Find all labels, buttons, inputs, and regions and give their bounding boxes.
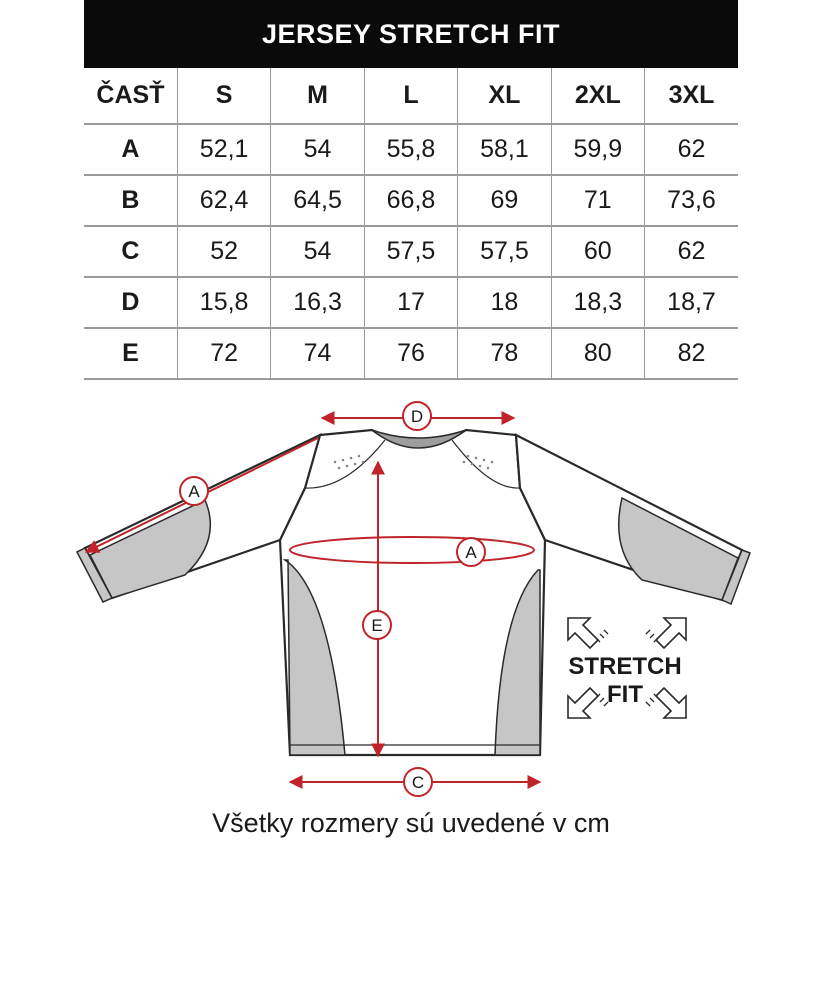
label-c bbox=[404, 768, 432, 796]
size-table bbox=[84, 68, 738, 380]
table-cell: 78 bbox=[458, 328, 551, 379]
row-part-label: C bbox=[84, 226, 177, 277]
right-sleeve bbox=[516, 435, 750, 604]
table-cell: 58,1 bbox=[458, 124, 551, 175]
svg-text:A: A bbox=[465, 543, 477, 562]
svg-text:E: E bbox=[371, 616, 383, 635]
table-title: JERSEY STRETCH FIT bbox=[84, 0, 738, 68]
table-cell: 17 bbox=[364, 277, 457, 328]
table-cell: 52 bbox=[177, 226, 270, 277]
table-cell: 60 bbox=[551, 226, 644, 277]
table-cell: 71 bbox=[551, 175, 644, 226]
table-cell: 76 bbox=[364, 328, 457, 379]
table-cell: 82 bbox=[645, 328, 738, 379]
table-cell: 80 bbox=[551, 328, 644, 379]
row-part-label: A bbox=[84, 124, 177, 175]
table-cell: 57,5 bbox=[364, 226, 457, 277]
stretch-fit-badge bbox=[568, 618, 686, 718]
table-cell: 15,8 bbox=[177, 277, 270, 328]
column-header: M bbox=[271, 68, 364, 124]
table-cell: 57,5 bbox=[458, 226, 551, 277]
label-a-chest bbox=[457, 538, 485, 566]
table-row bbox=[84, 226, 738, 277]
column-header: S bbox=[177, 68, 270, 124]
label-e bbox=[363, 611, 391, 639]
row-part-label: B bbox=[84, 175, 177, 226]
column-header: 3XL bbox=[645, 68, 738, 124]
table-cell: 73,6 bbox=[645, 175, 738, 226]
table-cell: 62,4 bbox=[177, 175, 270, 226]
table-cell: 18,7 bbox=[645, 277, 738, 328]
table-cell: 16,3 bbox=[271, 277, 364, 328]
column-header: L bbox=[364, 68, 457, 124]
units-caption: Všetky rozmery sú uvedené v cm bbox=[212, 808, 610, 838]
table-cell: 64,5 bbox=[271, 175, 364, 226]
table-cell: 18 bbox=[458, 277, 551, 328]
column-header: XL bbox=[458, 68, 551, 124]
table-row bbox=[84, 124, 738, 175]
table-cell: 74 bbox=[271, 328, 364, 379]
table-header-row bbox=[84, 68, 738, 124]
table-cell: 55,8 bbox=[364, 124, 457, 175]
table-cell: 62 bbox=[645, 124, 738, 175]
table-cell: 62 bbox=[645, 226, 738, 277]
badge-line-1: STRETCH bbox=[568, 653, 682, 680]
column-header: 2XL bbox=[551, 68, 644, 124]
table-row bbox=[84, 328, 738, 379]
label-d bbox=[403, 402, 431, 430]
label-a-sleeve bbox=[180, 477, 208, 505]
badge-line-2: FIT bbox=[607, 681, 643, 708]
column-header: ČASŤ bbox=[84, 68, 177, 124]
table-cell: 52,1 bbox=[177, 124, 270, 175]
table-cell: 69 bbox=[458, 175, 551, 226]
svg-text:C: C bbox=[411, 773, 425, 792]
table-cell: 59,9 bbox=[551, 124, 644, 175]
table-cell: 66,8 bbox=[364, 175, 457, 226]
svg-text:A: A bbox=[188, 482, 200, 501]
jersey-outline bbox=[280, 430, 545, 755]
table-row bbox=[84, 175, 738, 226]
svg-text:D: D bbox=[410, 407, 424, 426]
table-cell: 54 bbox=[271, 226, 364, 277]
row-part-label: D bbox=[84, 277, 177, 328]
table-cell: 18,3 bbox=[551, 277, 644, 328]
table-row bbox=[84, 277, 738, 328]
table-cell: 54 bbox=[271, 124, 364, 175]
jersey-diagram bbox=[0, 380, 822, 800]
table-cell: 72 bbox=[177, 328, 270, 379]
row-part-label: E bbox=[84, 328, 177, 379]
